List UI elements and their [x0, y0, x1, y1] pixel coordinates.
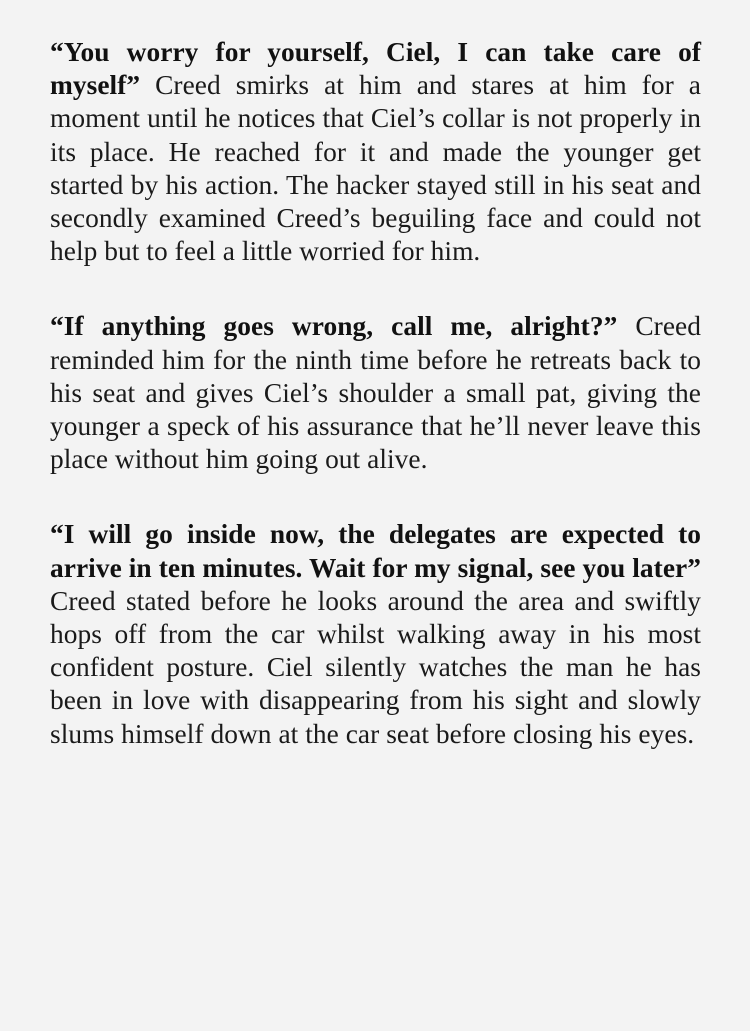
- story-paragraph-2: [50, 310, 701, 476]
- narration-text-2: Creed reminded him for the ninth time before he retreats back to his seat and gives Ciel’s shoulder a small pat, giving the younger a speck of his assurance that he’ll never leave this place without him going out alive.: [50, 311, 701, 475]
- story-paragraph-3: [50, 518, 701, 750]
- dialogue-quote-3: “I will go inside now, the delegates are expected to arrive in ten minutes. Wait for my signal, see you later”: [50, 519, 701, 583]
- dialogue-quote-2: “If anything goes wrong, call me, alright?”: [50, 311, 618, 342]
- dialogue-quote-1: “You worry for yourself, Ciel, I can take care of myself”: [50, 37, 701, 101]
- narration-text-3: Creed stated before he looks around the area and swiftly hops off from the car whilst walking away in his most confident posture. Ciel silently watches the man he has been in love with disappearing from his sight and slowly slums himself down at the car seat before closing his eyes.: [50, 585, 701, 749]
- story-paragraph-1: [50, 36, 701, 268]
- narration-text-1: Creed smirks at him and stares at him for a moment until he notices that Ciel’s collar is not properly in its place. He reached for it and made the younger get started by his action. The hacker stayed still in his seat and secondly examined Creed’s beguiling face and could not help but to feel a little worried for him.: [50, 70, 701, 267]
